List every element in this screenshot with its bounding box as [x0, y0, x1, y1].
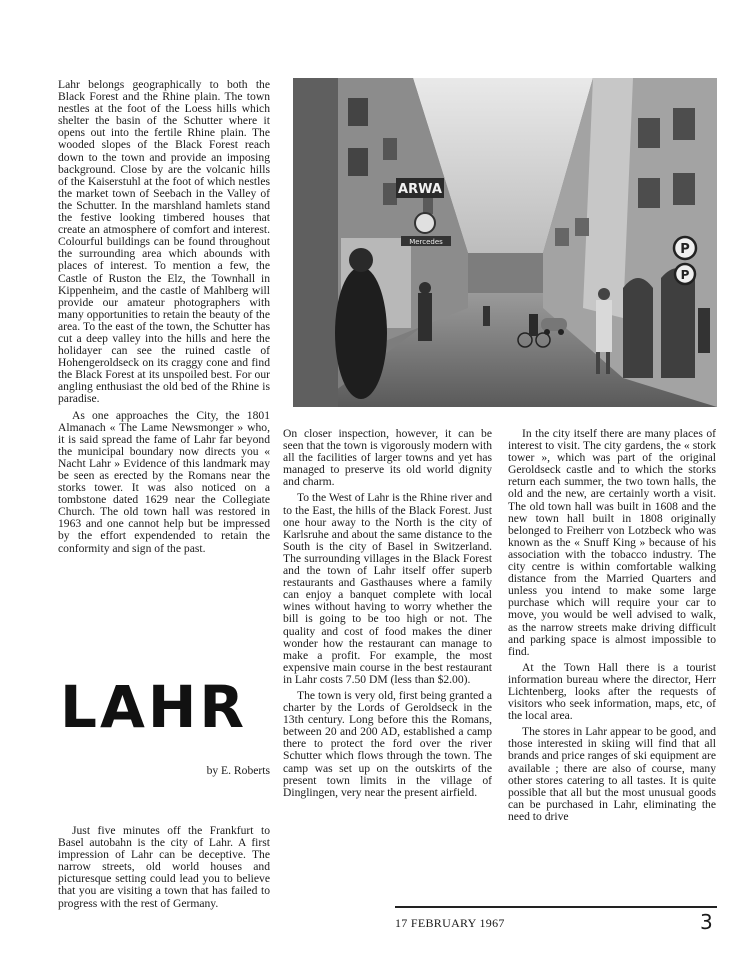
middle-column: [283, 428, 492, 799]
left-column: [58, 79, 270, 555]
article-title: LAHR: [60, 673, 248, 741]
page-number: 3: [700, 910, 713, 934]
intro-paragraph: Just five minutes off the Frankfurt to Basel autobahn is the city of Lahr. A first impression of Lahr can be deceptive. The narrow streets, old world houses and picturesque setting could lead you to believe that you are visiting a town that has failed to progress with the rest of Germany.: [58, 824, 270, 910]
right-paragraph-3: The stores in Lahr appear to be good, and those interested in skiing will find that all brands and price ranges of ski equipment are available ; there are also of course, many other stores catering to all tastes. It is quite possible that all but the most unusual goods can be purchased in Lahr, eliminating the need to drive: [508, 725, 716, 823]
middle-paragraph-2: To the West of Lahr is the Rhine river and to the East, the hills of the Black Forest. Just one hour away to the North is the city of Karlsruhe and about the same distance to the South is the city of Basel in Switzerland. The surrounding villages in the Black Forest and the town of Lahr itself offer superb restaurants and Gasthauses where a family can enjoy a banquet complete with local wines without having to worry whether the bill is going to be too high or not. The quality and cost of food makes the diner wonder how the restaurant can manage to make a profit. For example, the most expensive main course in the best restaurant in Lahr costs 7.50 DM (less than $2.00).: [283, 491, 492, 686]
street-photo: [293, 78, 717, 407]
footer-rule: [395, 906, 717, 908]
sign-mercedes: Mercedes: [409, 238, 443, 246]
parking-sign-2: P: [680, 268, 690, 282]
right-paragraph-1: In the city itself there are many places of interest to visit. The city gardens, the « stork tower », which was part of the original Geroldseck castle and to which the storks return each summer, the two town halls, the old and the new, are certainly worth a visit. The old town hall was built in 1608 and the new town hall built in 1808 originally belonged to Freiherr von Lotzbeck who was known as the « Snuff King » because of his association with the tobacco industry. The city centre is within comfortable walking distance from the Married Quarters and unless you intend to make some large purchase which will require your car to move, you would be well advised to walk, as the narrow streets make driving difficult and parking space is almost impossible to find.: [508, 427, 716, 658]
intro-column: [58, 825, 270, 910]
byline: by E. Roberts: [206, 764, 270, 777]
left-paragraph-1: Lahr belongs geographically to both the Black Forest and the Rhine plain. The town nestles at the foot of the Loess hills which shelter the basin of the Schutter where it opens out into the fertile Rhine plain. The wooded slopes of the Black Forest reach down to the town and provide an imposing background. Close by are the volcanic hills of the Kaiserstuhl at the foot of which nestles the market town of Seebach in the Valley of the Schutter. In the marshland hamlets stand the festive looking timbered houses that create an atmosphere of comfort and interest. Colourful buildings can be found throughout the surrounding area which abounds with places of interest. To mention a few, the Castle of Ruston the Elz, the Townhall in Kippenheim, and the castle of Mahlberg will provide our amateur photographers with many opportunities to retain the beauty of the area. To the east of the town, the Schutter has cut a deep valley into the hills and here the holidayer can see the ruined castle of Hohengeroldseck on its craggy cone and find the Black Forest at its unspoiled best. For our angling enthusiast the old bed of the Rhine is paradise.: [58, 78, 270, 406]
parking-sign-1: P: [680, 242, 690, 257]
left-paragraph-2: As one approaches the City, the 1801 Almanach « The Lame Newsmonger » who, it is said spread the fame of Lahr far beyond the municipal boundary now directs you « Nacht Lahr » Evidence of this landmark may be seen as erected by the Romans near the storks tower. It was also noticed on a tombstone dated 1629 near the Collegiate Church. The old town hall was restored in 1963 and one cannot help but be impressed by the effort expendended to retain the conformity and sign of the past.: [58, 408, 270, 555]
middle-paragraph-1: On closer inspection, however, it can be seen that the town is vigorously modern with all the facilities of larger towns and yet has managed to preserve its old world dignity and charm.: [283, 427, 492, 489]
sign-arwa: ARWA: [398, 182, 442, 197]
middle-paragraph-3: The town is very old, first being granted a charter by the Lords of Geroldseck in the 13th century. Long before this the Romans, between 20 and 200 AD, established a camp there to protect the ford over the river Schutter which flows through the town. The camp was set up on the outskirts of the present town limits in the village of Dinglingen, very near the present airfield.: [283, 688, 492, 799]
right-column: [508, 428, 716, 823]
issue-date: 17 FEBRUARY 1967: [395, 916, 505, 930]
right-paragraph-2: At the Town Hall there is a tourist information bureau where the director, Herr Lichtenberg, looks after the requests of visitors who seek information, maps, etc, of the local area.: [508, 660, 716, 723]
